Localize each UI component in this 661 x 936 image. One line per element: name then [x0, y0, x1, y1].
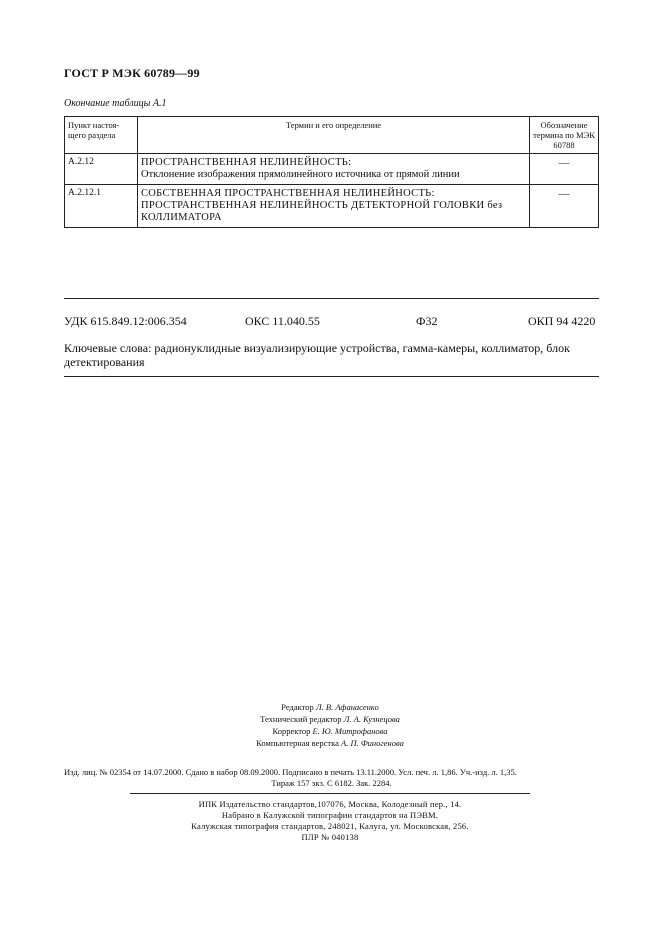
- row-clause: А.2.12.1: [65, 185, 138, 228]
- credit-proofreader: [160, 725, 500, 737]
- f-code: Ф32: [416, 314, 438, 328]
- credit-person: Е. Ю. Митрофанова: [312, 726, 388, 736]
- credit-editor: [160, 701, 500, 713]
- term-name: ПРОСТРАНСТВЕННАЯ НЕЛИНЕЙНОСТЬ:: [141, 157, 352, 168]
- credit-person: А. П. Финогенова: [341, 738, 404, 748]
- divider-top: [64, 298, 599, 299]
- divider-bottom: [64, 376, 599, 377]
- keywords: Ключевые слова: радионуклидные визуализирующие устройства, гамма-камеры, коллиматор, блок детектирования: [64, 341, 570, 369]
- header-term: Термин и его определение: [138, 117, 530, 154]
- credit-layout: [160, 737, 500, 749]
- table-row: [65, 185, 599, 228]
- header-designation: Обозначение термина по МЭК 60788: [530, 117, 599, 154]
- udk-code: УДК 615.849.12:006.354: [64, 314, 187, 328]
- term-definition: ПРОСТРАНСТВЕННАЯ НЕЛИНЕЙНОСТЬ ДЕТЕКТОРНОЙ ГОЛОВКИ без КОЛЛИМАТОРА: [141, 200, 503, 223]
- row-designation: —: [530, 185, 599, 228]
- credit-role: Редактор: [281, 702, 314, 712]
- table-header-row: [65, 117, 599, 154]
- press-printer: Калужская типография стандартов, 248021, Калуга, ул. Московская, 256.: [191, 821, 469, 831]
- publication-run: Тираж 157 экз. С 6182. Зак. 2284.: [271, 778, 392, 788]
- credit-role: Корректор: [272, 726, 311, 736]
- okp-code: ОКП 94 4220: [528, 314, 596, 328]
- row-clause: А.2.12: [65, 154, 138, 185]
- credit-technical-editor: [160, 713, 500, 725]
- credit-person: Л. А. Кузнецова: [343, 714, 400, 724]
- publication-info: Изд. лиц. № 02354 от 14.07.2000. Сдано в набор 08.09.2000. Подписано в печать 13.11.2000. Усл. печ. л. 1,86. Уч.-изд. л. 1,35.: [64, 767, 517, 777]
- press-typeset: Набрано в Калужской типографии стандартов на ПЭВМ.: [221, 810, 439, 820]
- oks-code: ОКС 11.040.55: [245, 314, 320, 328]
- credit-role: Технический редактор: [260, 714, 342, 724]
- document-title: ГОСТ Р МЭК 60789—99: [64, 66, 200, 80]
- row-term-cell: [138, 185, 530, 228]
- row-designation: —: [530, 154, 599, 185]
- table-row: [65, 154, 599, 185]
- divider-imprint: [130, 793, 530, 794]
- table-caption: Окончание таблицы А.1: [64, 98, 167, 109]
- term-name: СОБСТВЕННАЯ ПРОСТРАНСТВЕННАЯ НЕЛИНЕЙНОСТЬ:: [141, 188, 435, 199]
- row-term-cell: [138, 154, 530, 185]
- press-license: ПЛР № 040138: [301, 832, 359, 842]
- credit-role: Компьютерная верстка: [256, 738, 339, 748]
- terms-table: [64, 116, 599, 228]
- press-publisher: ИПК Издательство стандартов,107076, Москва, Колодезный пер., 14.: [198, 799, 462, 809]
- header-clause: Пункт настоя-щего раздела: [65, 117, 138, 154]
- term-definition: Отклонение изображения прямолинейного источника от прямой линии: [141, 169, 460, 180]
- credit-person: Л. В. Афанасенко: [315, 702, 379, 712]
